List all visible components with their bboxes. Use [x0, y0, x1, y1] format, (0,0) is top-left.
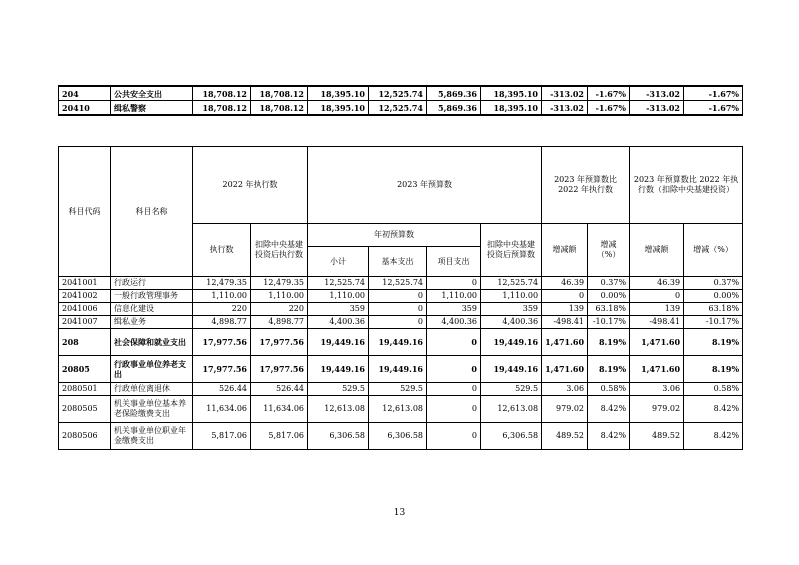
- header-cmp1: 2023 年预算数比 2022 年执行数: [542, 147, 630, 224]
- row-value: 18,395.10: [308, 86, 369, 101]
- row-value: 0: [427, 423, 481, 450]
- row-value: -1.67%: [684, 101, 743, 116]
- row-value: 6,306.58: [369, 423, 427, 450]
- header-pct1: 增减（%）: [588, 224, 630, 277]
- table-row: [59, 329, 743, 356]
- header-pct2: 增减（%）: [684, 224, 743, 277]
- row-value: 8.19%: [684, 329, 743, 356]
- header-basic: 基本支出: [369, 247, 427, 277]
- table-row: [59, 101, 743, 116]
- row-value: 19,449.16: [308, 329, 369, 356]
- row-value: 8.42%: [684, 423, 743, 450]
- row-name: 机关事业单位职业年金缴费支出: [111, 423, 193, 450]
- row-value: 12,613.08: [369, 396, 427, 423]
- row-value: 0: [427, 356, 481, 383]
- row-value: 0.37%: [684, 277, 743, 290]
- row-value: 63.18%: [588, 303, 630, 316]
- row-value: 12,479.35: [251, 277, 308, 290]
- table-row: [59, 303, 743, 316]
- table-row: [59, 277, 743, 290]
- row-code: 2080501: [59, 383, 111, 396]
- row-value: 5,817.06: [251, 423, 308, 450]
- row-value: 8.42%: [588, 423, 630, 450]
- row-value: 1,110.00: [193, 290, 251, 303]
- row-name: 行政运行: [111, 277, 193, 290]
- row-value: 12,525.74: [369, 86, 427, 101]
- row-value: 0: [369, 303, 427, 316]
- row-value: 6,306.58: [481, 423, 542, 450]
- header-name: 科目名称: [111, 147, 193, 277]
- table-row: [59, 383, 743, 396]
- row-value: 220: [193, 303, 251, 316]
- row-value: 11,634.06: [251, 396, 308, 423]
- row-value: 12,613.08: [481, 396, 542, 423]
- row-value: 0: [630, 290, 684, 303]
- row-value: 18,395.10: [481, 101, 542, 116]
- row-value: 5,869.36: [427, 101, 481, 116]
- row-value: 46.39: [542, 277, 588, 290]
- row-code: 2041006: [59, 303, 111, 316]
- table-row: [59, 316, 743, 329]
- row-name: 机关事业单位基本养老保险缴费支出: [111, 396, 193, 423]
- row-value: 8.19%: [684, 356, 743, 383]
- row-value: 12,525.74: [308, 277, 369, 290]
- row-value: 17,977.56: [193, 356, 251, 383]
- table-row: [59, 86, 743, 101]
- row-name: 社会保障和就业支出: [111, 329, 193, 356]
- budget-detail-table: [58, 146, 743, 450]
- row-value: 0.00%: [588, 290, 630, 303]
- row-value: 529.5: [369, 383, 427, 396]
- header-budget2023: 2023 年预算数: [308, 147, 542, 224]
- row-value: 979.02: [630, 396, 684, 423]
- row-value: 8.42%: [684, 396, 743, 423]
- row-code: 204: [59, 86, 111, 101]
- row-value: 12,525.74: [369, 277, 427, 290]
- row-name: 缉私业务: [111, 316, 193, 329]
- row-value: 5,817.06: [193, 423, 251, 450]
- row-name: 行政单位离退休: [111, 383, 193, 396]
- row-value: 4,898.77: [193, 316, 251, 329]
- row-value: 979.02: [542, 396, 588, 423]
- row-code: 208: [59, 329, 111, 356]
- row-code: 20805: [59, 356, 111, 383]
- row-value: 18,708.12: [193, 101, 251, 116]
- row-name: 一般行政管理事务: [111, 290, 193, 303]
- row-value: 1,471.60: [542, 329, 588, 356]
- top-summary-table: [58, 85, 743, 116]
- row-value: 1,110.00: [481, 290, 542, 303]
- row-value: 4,400.36: [481, 316, 542, 329]
- header-exec: 执行数: [193, 224, 251, 277]
- row-value: -498.41: [542, 316, 588, 329]
- row-value: -313.02: [630, 101, 684, 116]
- row-value: 529.5: [481, 383, 542, 396]
- row-value: -1.67%: [588, 86, 630, 101]
- row-value: 12,525.74: [481, 277, 542, 290]
- row-name: 公共安全支出: [111, 86, 193, 101]
- table-row: [59, 290, 743, 303]
- row-value: 17,977.56: [193, 329, 251, 356]
- row-value: 4,400.36: [427, 316, 481, 329]
- row-value: 12,525.74: [369, 101, 427, 116]
- row-value: 18,395.10: [308, 101, 369, 116]
- row-value: 1,471.60: [630, 329, 684, 356]
- row-value: 4,400.36: [308, 316, 369, 329]
- row-value: 3.06: [542, 383, 588, 396]
- header-code: 科目代码: [59, 147, 111, 277]
- row-name: 行政事业单位养老支出: [111, 356, 193, 383]
- row-value: 19,449.16: [308, 356, 369, 383]
- row-value: 0.58%: [588, 383, 630, 396]
- row-value: 17,977.56: [251, 356, 308, 383]
- row-value: 18,395.10: [481, 86, 542, 101]
- row-value: 139: [542, 303, 588, 316]
- table-row: [59, 423, 743, 450]
- row-value: 529.5: [308, 383, 369, 396]
- row-value: 17,977.56: [251, 329, 308, 356]
- row-code: 2041007: [59, 316, 111, 329]
- header-subtotal: 小计: [308, 247, 369, 277]
- row-value: 139: [630, 303, 684, 316]
- header-initial: 年初预算数: [308, 224, 481, 247]
- row-value: 4,898.77: [251, 316, 308, 329]
- row-value: 0: [427, 396, 481, 423]
- header-project: 项目支出: [427, 247, 481, 277]
- row-value: 8.19%: [588, 356, 630, 383]
- row-value: 0: [427, 383, 481, 396]
- row-value: 19,449.16: [481, 356, 542, 383]
- header-inc1: 增减额: [542, 224, 588, 277]
- row-value: -313.02: [542, 101, 588, 116]
- header-inc2: 增减额: [630, 224, 684, 277]
- row-value: 12,613.08: [308, 396, 369, 423]
- row-value: 18,708.12: [193, 86, 251, 101]
- page-number: 13: [393, 508, 406, 518]
- table-row: [59, 356, 743, 383]
- row-value: -1.67%: [588, 101, 630, 116]
- row-value: 0.58%: [684, 383, 743, 396]
- row-value: -313.02: [542, 86, 588, 101]
- row-value: 0: [369, 316, 427, 329]
- row-value: 5,869.36: [427, 86, 481, 101]
- row-value: 526.44: [251, 383, 308, 396]
- row-value: 489.52: [542, 423, 588, 450]
- row-value: 3.06: [630, 383, 684, 396]
- row-value: 489.52: [630, 423, 684, 450]
- row-value: 11,634.06: [193, 396, 251, 423]
- row-value: 1,471.60: [630, 356, 684, 383]
- row-name: 缉私警察: [111, 101, 193, 116]
- row-value: 1,471.60: [542, 356, 588, 383]
- row-value: -10.17%: [684, 316, 743, 329]
- row-value: 359: [481, 303, 542, 316]
- row-code: 2080505: [59, 396, 111, 423]
- row-value: 0.00%: [684, 290, 743, 303]
- row-value: 359: [308, 303, 369, 316]
- row-value: 8.19%: [588, 329, 630, 356]
- header-budget-ex: 扣除中央基建投资后预算数: [481, 224, 542, 277]
- row-value: 46.39: [630, 277, 684, 290]
- header-exec-ex: 扣除中央基建投资后执行数: [251, 224, 308, 277]
- row-value: 0: [369, 290, 427, 303]
- header-exec2022: 2022 年执行数: [193, 147, 308, 224]
- row-value: 526.44: [193, 383, 251, 396]
- row-value: 0: [427, 277, 481, 290]
- row-value: 1,110.00: [251, 290, 308, 303]
- row-value: -313.02: [630, 86, 684, 101]
- row-value: 18,708.12: [251, 101, 308, 116]
- row-value: 8.42%: [588, 396, 630, 423]
- row-value: 0: [542, 290, 588, 303]
- row-value: -10.17%: [588, 316, 630, 329]
- row-name: 信息化建设: [111, 303, 193, 316]
- row-value: -1.67%: [684, 86, 743, 101]
- row-code: 20410: [59, 101, 111, 116]
- row-value: 6,306.58: [308, 423, 369, 450]
- row-value: -498.41: [630, 316, 684, 329]
- row-value: 19,449.16: [481, 329, 542, 356]
- row-value: 0.37%: [588, 277, 630, 290]
- row-code: 2080506: [59, 423, 111, 450]
- row-value: 1,110.00: [308, 290, 369, 303]
- header-cmp2: 2023 年预算数比 2022 年执行数（扣除中央基建投资）: [630, 147, 743, 224]
- row-value: 19,449.16: [369, 329, 427, 356]
- table-row: [59, 396, 743, 423]
- row-value: 19,449.16: [369, 356, 427, 383]
- row-value: 359: [427, 303, 481, 316]
- row-value: 0: [427, 329, 481, 356]
- row-value: 18,708.12: [251, 86, 308, 101]
- row-value: 12,479.35: [193, 277, 251, 290]
- row-value: 220: [251, 303, 308, 316]
- row-code: 2041001: [59, 277, 111, 290]
- row-value: 63.18%: [684, 303, 743, 316]
- row-code: 2041002: [59, 290, 111, 303]
- row-value: 1,110.00: [427, 290, 481, 303]
